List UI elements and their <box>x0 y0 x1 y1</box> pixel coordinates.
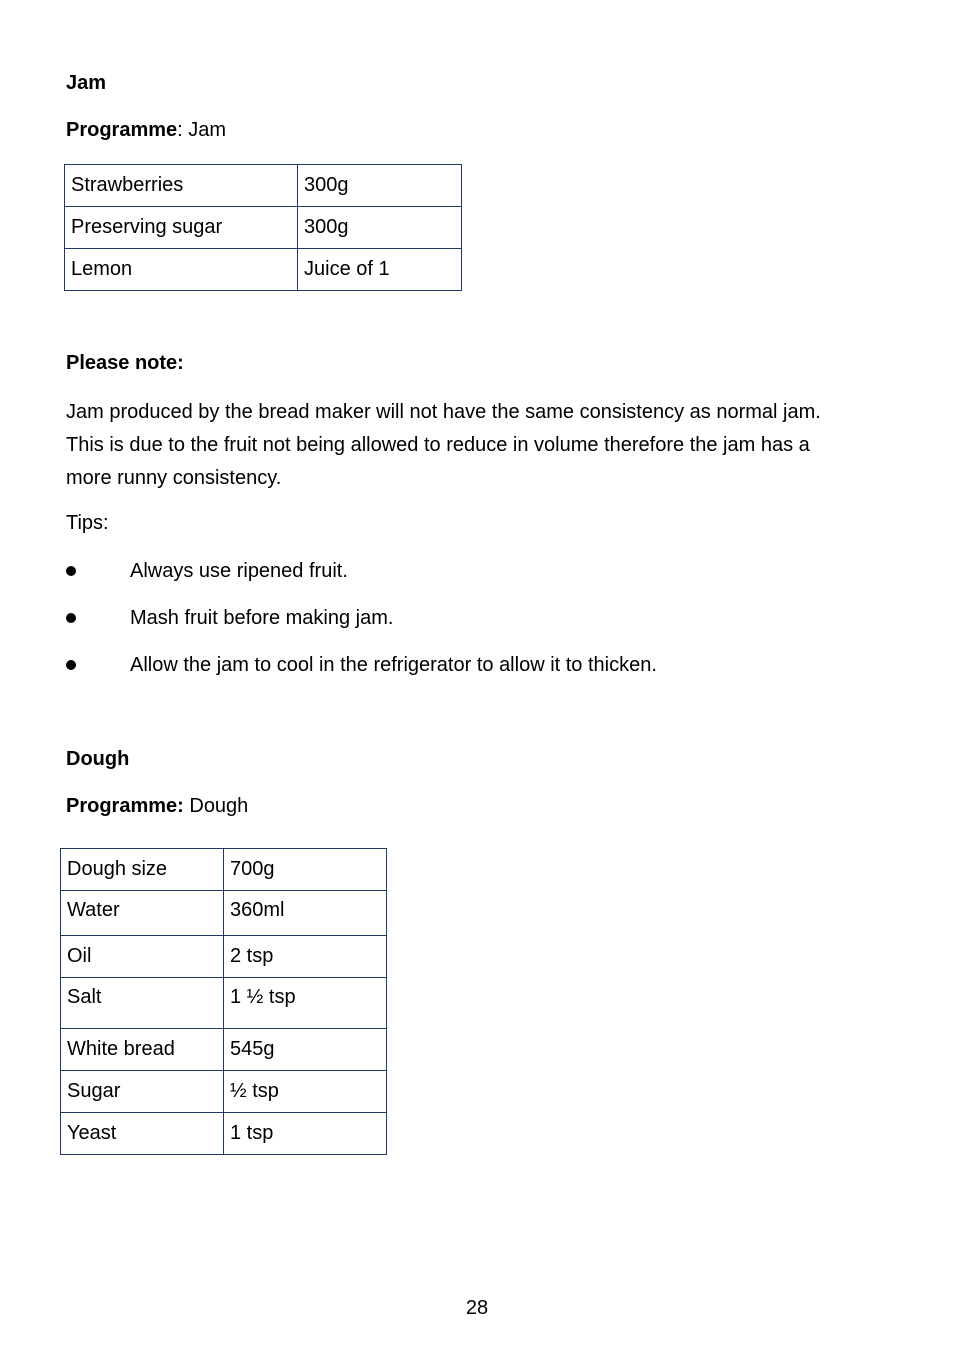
ingredient-name: Yeast <box>61 1113 224 1155</box>
ingredient-amount: 1 tsp <box>224 1113 387 1155</box>
table-row <box>61 1029 387 1071</box>
table-row <box>65 165 462 207</box>
ingredient-name: Sugar <box>61 1071 224 1113</box>
table-row <box>61 1071 387 1113</box>
table-row <box>61 849 387 891</box>
ingredient-name: Dough size <box>61 849 224 891</box>
ingredient-amount: 360ml <box>224 891 387 936</box>
note-line: This is due to the fruit not being allowed to reduce in volume therefore the jam has a <box>66 434 810 456</box>
tip-item: Always use ripened fruit. <box>130 560 348 582</box>
dough-programme <box>66 794 248 818</box>
tip-item: Allow the jam to cool in the refrigerator to allow it to thicken. <box>130 654 657 676</box>
tip-item: Mash fruit before making jam. <box>130 607 394 629</box>
ingredient-amount: 545g <box>224 1029 387 1071</box>
ingredient-name: Salt <box>61 978 224 1029</box>
note-heading: Please note: <box>66 352 184 374</box>
dough-heading: Dough <box>66 748 130 770</box>
bullet-icon <box>66 660 76 670</box>
dough-programme-label: Programme: <box>66 795 184 817</box>
jam-programme-label: Programme <box>66 119 178 141</box>
table-row <box>61 936 387 978</box>
ingredient-amount: 1 ½ tsp <box>224 978 387 1029</box>
jam-ingredients-table <box>64 164 462 291</box>
tips-label: Tips: <box>66 512 109 534</box>
page-number: 28 <box>465 1297 489 1319</box>
ingredient-amount: 700g <box>224 849 387 891</box>
note-line: more runny consistency. <box>66 467 282 489</box>
table-row <box>61 891 387 936</box>
table-row <box>65 207 462 249</box>
jam-programme <box>66 118 226 142</box>
ingredient-amount: 2 tsp <box>224 936 387 978</box>
ingredient-amount: 300g <box>298 165 462 207</box>
ingredient-amount: ½ tsp <box>224 1071 387 1113</box>
jam-heading: Jam <box>66 72 107 94</box>
ingredient-name: Water <box>61 891 224 936</box>
ingredient-name: White bread <box>61 1029 224 1071</box>
note-line: Jam produced by the bread maker will not have the same consistency as normal jam. <box>66 401 821 423</box>
ingredient-name: Preserving sugar <box>65 207 298 249</box>
ingredient-name: Lemon <box>65 249 298 291</box>
ingredient-name: Oil <box>61 936 224 978</box>
dough-programme-value: Dough <box>183 795 249 817</box>
bullet-icon <box>66 613 76 623</box>
dough-ingredients-table <box>60 848 387 1155</box>
ingredient-amount: Juice of 1 <box>298 249 462 291</box>
note-paragraph <box>66 396 896 495</box>
table-row <box>61 978 387 1029</box>
jam-programme-value: : Jam <box>177 119 227 141</box>
bullet-icon <box>66 566 76 576</box>
ingredient-amount: 300g <box>298 207 462 249</box>
table-row <box>61 1113 387 1155</box>
table-row <box>65 249 462 291</box>
ingredient-name: Strawberries <box>65 165 298 207</box>
